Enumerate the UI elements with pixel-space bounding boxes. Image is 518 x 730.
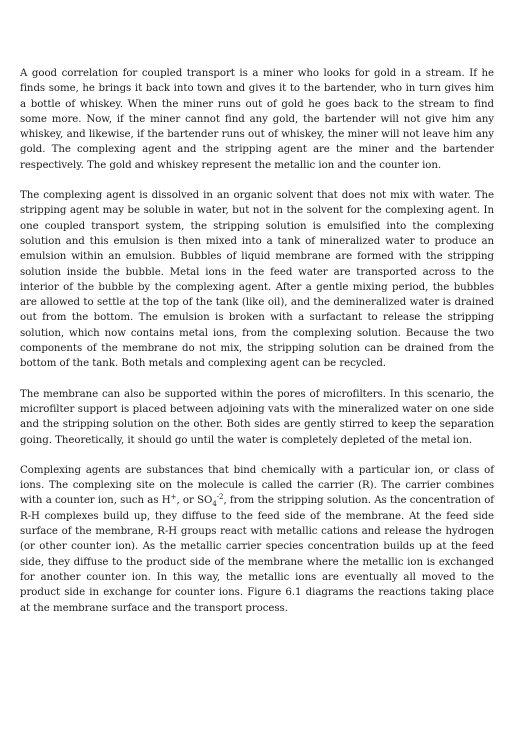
- paragraph-complexing-agents-carrier: [20, 463, 494, 616]
- paragraph-complexing-agent-emulsion: The complexing agent is dissolved in an organic solvent that does not mix with water. The stripping agent may be soluble in water, but not in the solvent for the complexing agent. In one coupled transport system, the stripping solution is emulsified into the complexing solution and this emulsion is then mixed into a tank of mineralized water to produce an emulsion within an emulsion. Bubbles of liquid membrane are formed with the stripping solution inside the bubble. Metal ions in the feed water are transported across to the interior of the bubble by the complexing agent. After a gentle mixing period, the bubbles are allowed to settle at the top of the tank (like oil), and the demineralized water is drained out from the bottom. The emulsion is broken with a surfactant to release the stripping solution, which now contains metal ions, from the complexing solution. Because the two components of the membrane do not mix, the stripping solution can be drained from the bottom of the tank. Both metals and complexing agent can be recycled.: [20, 190, 494, 370]
- sulfate-subscript: 4: [212, 500, 217, 509]
- sulfate-superscript: -2: [216, 493, 224, 502]
- para4-text-1: Complexing agents are substances that bind chemically with a particular ion, or class of ions. The complexing site on the molecule is called the carrier (R). The carrier combines with a counter ion, such as H: [20, 464, 494, 507]
- para4-text-3: , from the stripping solution. As the concentration of R-H complexes build up, they diffuse to the feed side of the membrane. At the feed side surface of the membrane, R-H groups react with metallic cations and release the hydrogen (or other counter ion). As the metallic carrier species concentration builds up at the feed side, they diffuse to the product side of the membrane where the metallic ion is exchanged for another counter ion. In this way, the metallic ions are eventually all moved to the product side in exchange for counter ions. Figure 6.1 diagrams the reactions taking place at the membrane surface and the transport process.: [20, 495, 494, 614]
- paragraph-coupled-transport-analogy: A good correlation for coupled transport is a miner who looks for gold in a stream. If he finds some, he brings it back into town and gives it to the bartender, who in turn gives him a bottle of whiskey. When the miner runs out of gold he goes back to the stream to find some more. Now, if the miner cannot find any gold, the bartender will not give him any whiskey, and likewise, if the bartender runs out of whiskey, the miner will not leave him any gold. The complexing agent and the stripping agent are the miner and the bartender respectively. The gold and whiskey represent the metallic ion and the counter ion.: [20, 68, 494, 171]
- hydrogen-superscript: +: [170, 493, 177, 502]
- body-text: [20, 66, 494, 631]
- para4-text-2: , or SO: [176, 495, 213, 507]
- paragraph-microfilter-support: The membrane can also be supported within the pores of microfilters. In this scenario, the microfilter support is placed between adjoining vats with the mineralized water on one side and the stripping solution on the other. Both sides are gently stirred to keep the separation going. Theoretically, it should go until the water is completely depleted of the metal ion.: [20, 388, 494, 446]
